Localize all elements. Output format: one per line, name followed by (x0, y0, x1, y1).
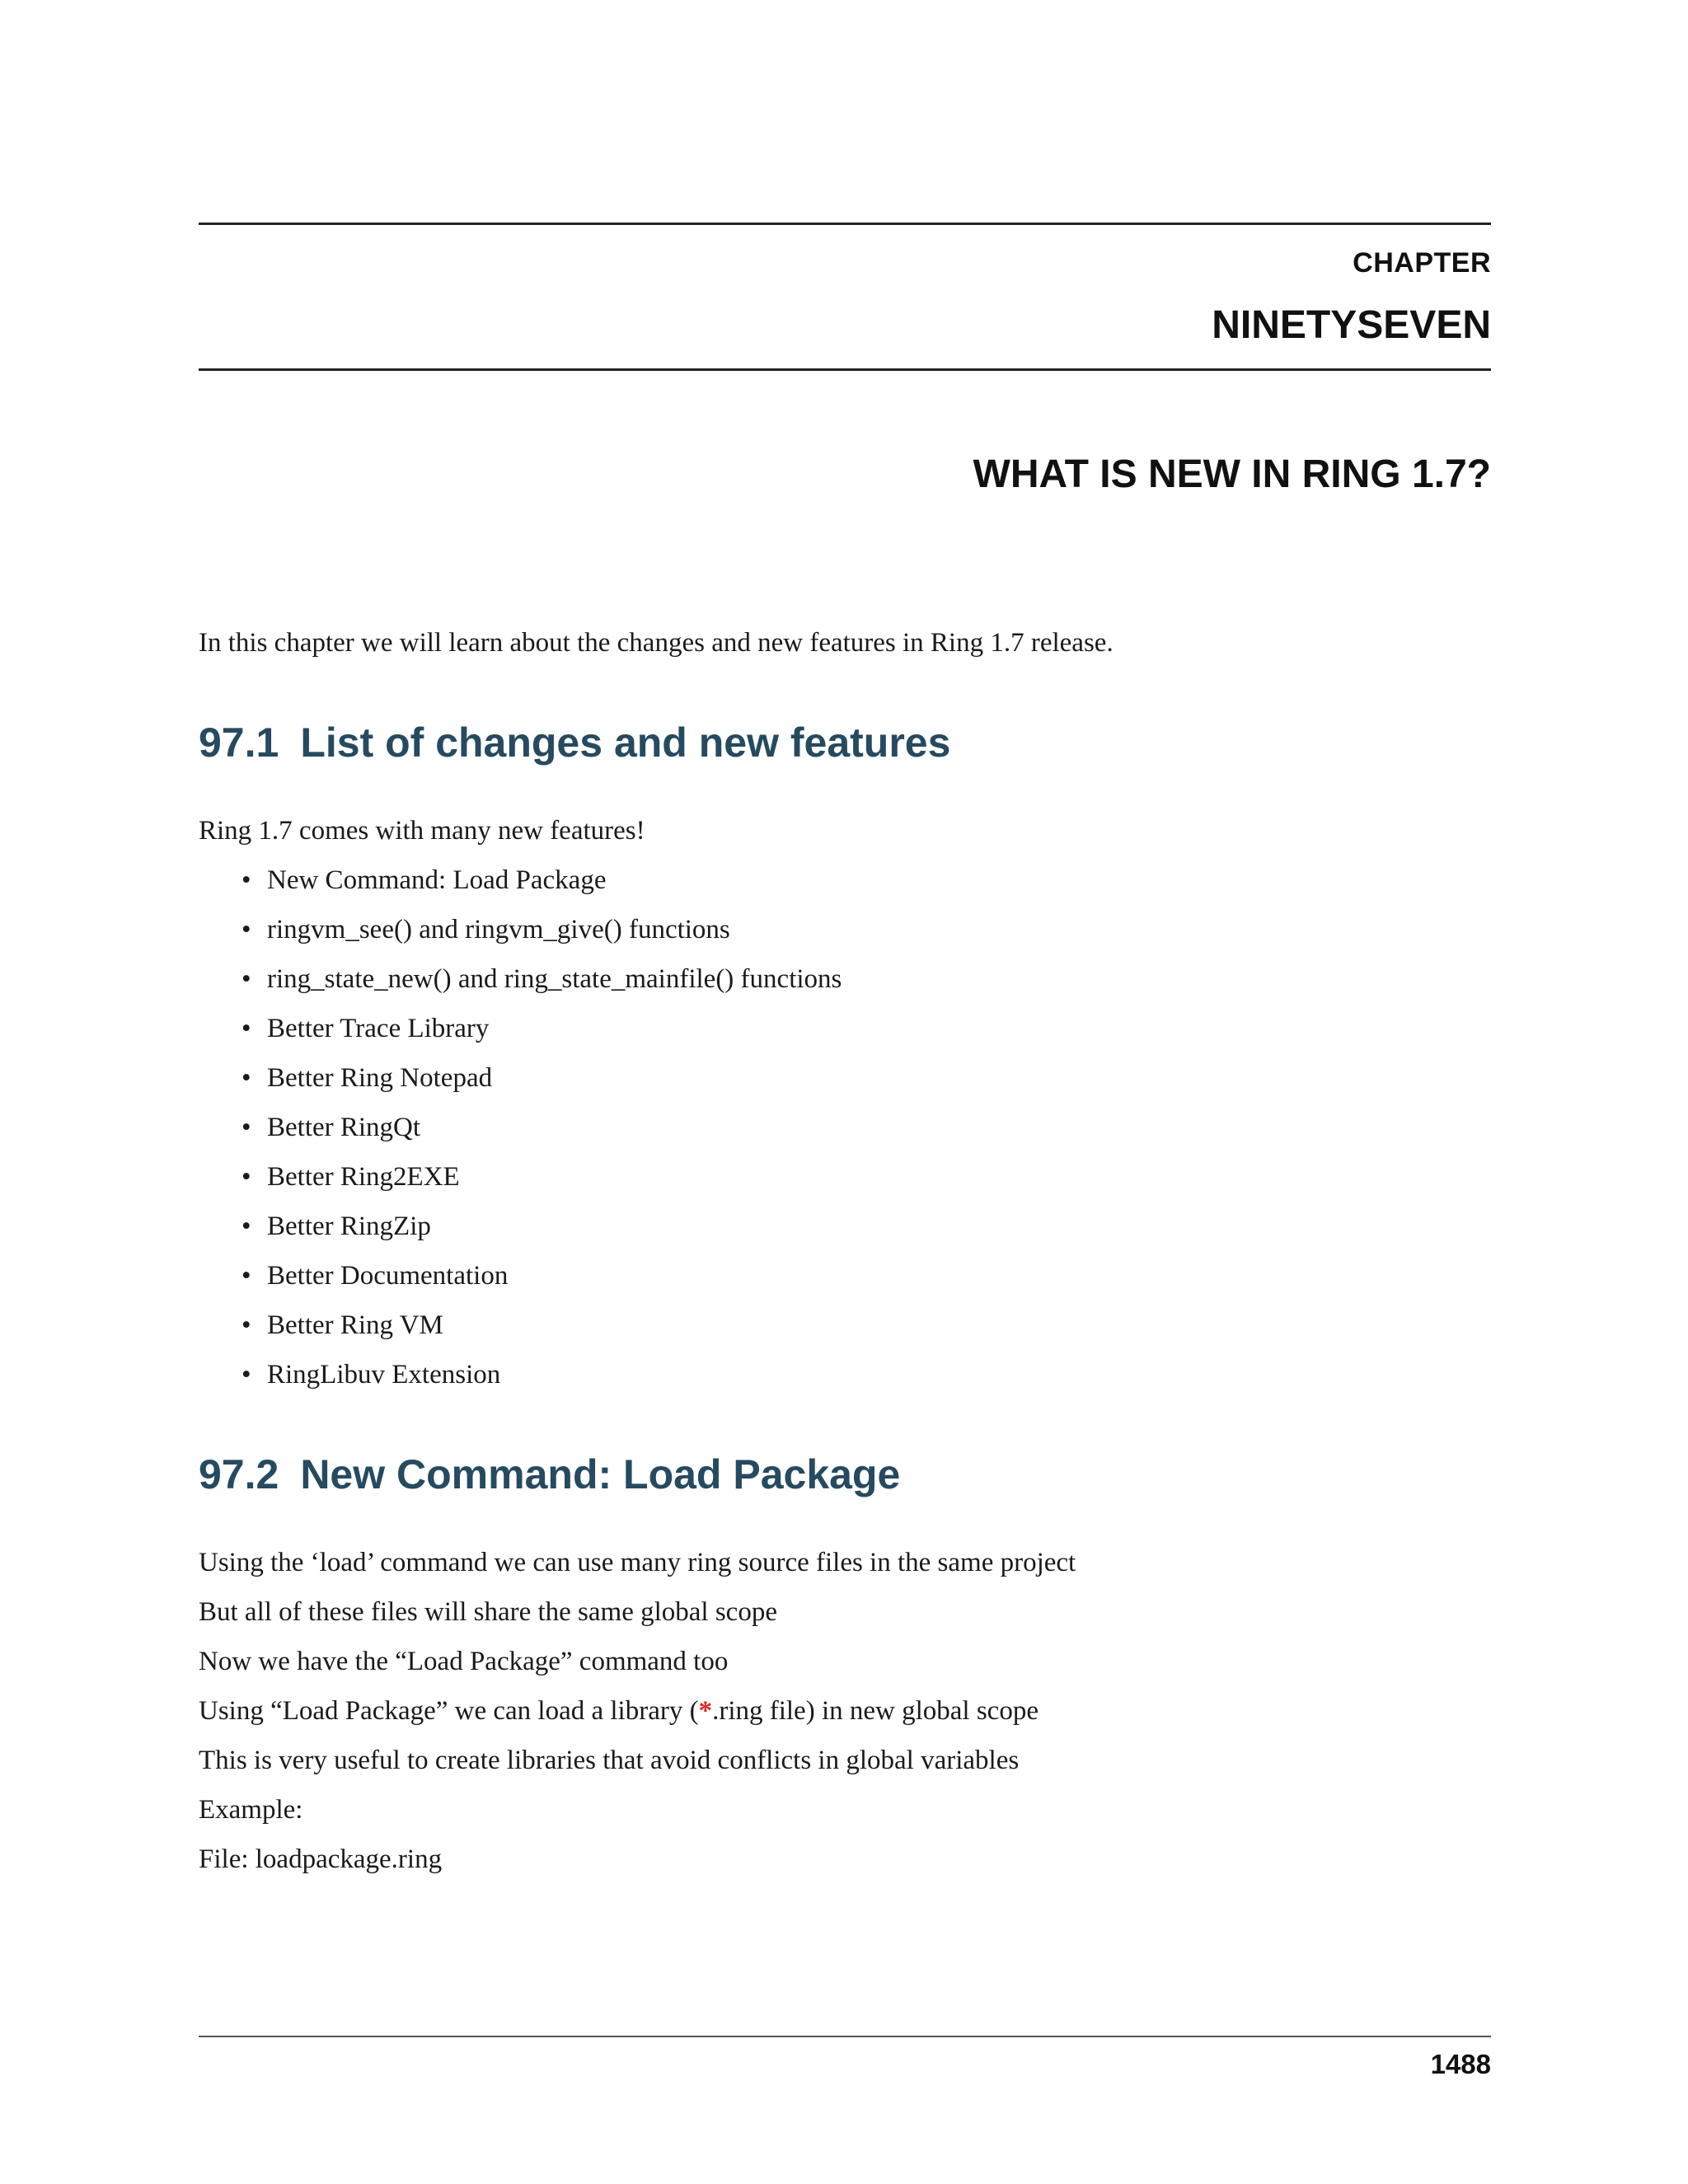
bullet-icon: • (241, 865, 251, 895)
bullet-icon: • (241, 1261, 251, 1291)
document-page (199, 0, 1491, 2184)
body-line: But all of these files will share the same global scope (199, 1597, 777, 1627)
chapter-number: NINETYSEVEN (1212, 303, 1491, 347)
body-line: Using “Load Package” we can load a library (*.ring file) in new global scope (199, 1696, 1039, 1726)
section-number: 97.2 (199, 1451, 279, 1497)
intro-paragraph: In this chapter we will learn about the changes and new features in Ring 1.7 release. (199, 628, 1114, 658)
list-item: • Better Ring2EXE (241, 1162, 460, 1192)
section-heading-97-1 (199, 719, 950, 766)
list-item: • ring_state_new() and ring_state_mainfile() functions (241, 964, 842, 994)
bullet-icon: • (241, 1014, 251, 1043)
bullet-icon: • (241, 915, 251, 944)
example-label: Example: (199, 1795, 303, 1825)
section-heading-97-2 (199, 1451, 900, 1498)
list-item: • Better Ring VM (241, 1310, 443, 1340)
body-line: This is very useful to create libraries that avoid conflicts in global variables (199, 1746, 1020, 1775)
page-title: WHAT IS NEW IN RING 1.7? (973, 452, 1491, 496)
footer-rule (199, 2036, 1491, 2037)
section-body (199, 1546, 1076, 1892)
list-item: • New Command: Load Package (241, 865, 607, 895)
file-label: File: loadpackage.ring (199, 1844, 443, 1874)
bullet-icon: • (241, 964, 251, 994)
feature-list (199, 864, 842, 1408)
section-title: New Command: Load Package (300, 1451, 901, 1497)
bullet-icon: • (241, 1310, 251, 1340)
asterisk-highlight: * (698, 1696, 713, 1726)
chapter-bottom-rule (199, 368, 1491, 371)
bullet-icon: • (241, 1162, 251, 1192)
section-number: 97.1 (199, 719, 279, 766)
bullet-icon: • (241, 1063, 251, 1093)
section-title: List of changes and new features (300, 719, 951, 766)
list-item: • ringvm_see() and ringvm_give() functions (241, 915, 730, 944)
list-item: • Better RingZip (241, 1212, 431, 1241)
features-lead-text: Ring 1.7 comes with many new features! (199, 816, 645, 846)
list-item: • RingLibuv Extension (241, 1360, 501, 1390)
list-item: • Better Ring Notepad (241, 1063, 493, 1093)
chapter-top-rule (199, 223, 1491, 225)
body-line: Now we have the “Load Package” command too (199, 1647, 729, 1676)
body-line: Using the ‘load’ command we can use many ring source files in the same project (199, 1548, 1076, 1577)
page-number: 1488 (1430, 2049, 1491, 2079)
bullet-icon: • (241, 1113, 251, 1142)
chapter-label: CHAPTER (1353, 247, 1491, 279)
list-item: • Better RingQt (241, 1113, 421, 1142)
bullet-icon: • (241, 1360, 251, 1390)
bullet-icon: • (241, 1212, 251, 1241)
list-item: • Better Documentation (241, 1261, 509, 1291)
list-item: • Better Trace Library (241, 1014, 490, 1043)
